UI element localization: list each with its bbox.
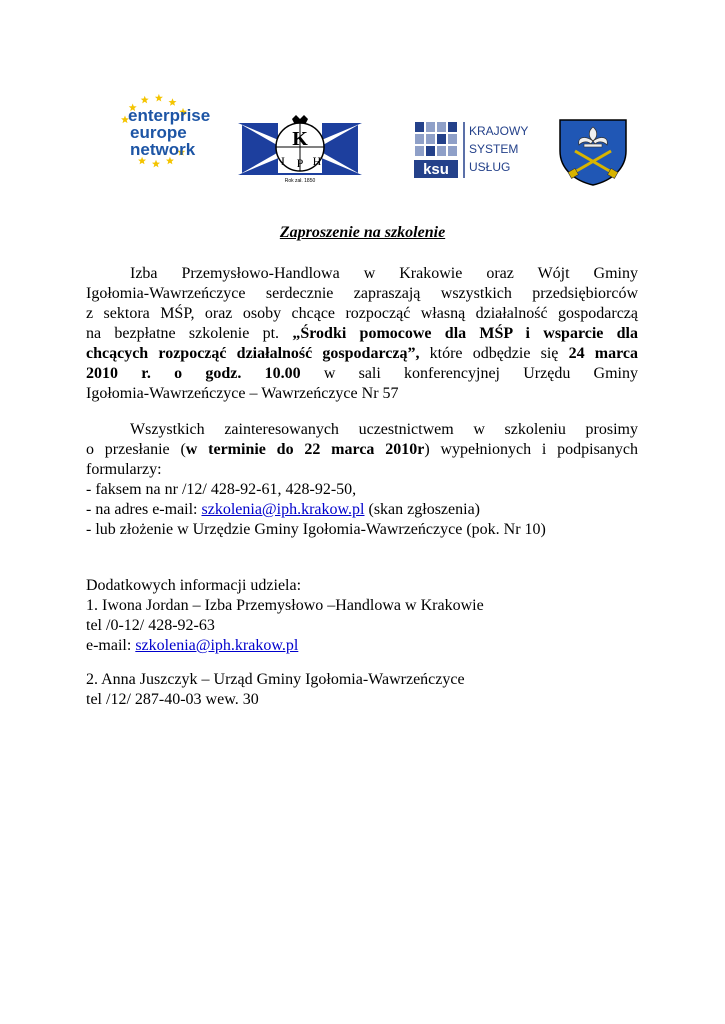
contact-2-name: 2. Anna Juszczyk – Urząd Gminy Igołomia-Wawrzeńczyce	[86, 671, 465, 688]
ksu-square	[415, 146, 424, 156]
text-run: e-mail:	[86, 637, 136, 654]
text-line: Wszystkich zainteresowanych uczestnictwem w szkoleniu prosimy	[130, 421, 638, 438]
text-run: które odbędzie się	[429, 345, 559, 362]
ksu-text-1: KRAJOWY	[469, 124, 529, 138]
ksu-square	[426, 134, 435, 144]
star-icon	[155, 94, 163, 102]
contact-1-name: 1. Iwona Jordan – Izba Przemysłowo –Handlowa w Krakowie	[86, 597, 484, 614]
text-line: Igołomia-Wawrzeńczyce serdecznie zapraszają wszystkich przedsiębiorców	[86, 285, 638, 302]
iph-caption: Rok zał. 1850	[284, 178, 316, 183]
text-run: na bezpłatne szkolenie pt.	[86, 325, 280, 342]
ksu-square	[437, 146, 446, 156]
email-link[interactable]: szkolenia@iph.krakow.pl	[201, 501, 365, 518]
ksu-square	[437, 134, 446, 144]
contact-info	[86, 576, 638, 656]
email-link[interactable]: szkolenia@iph.krakow.pl	[135, 637, 299, 654]
text-run: w sali konferencyjnej Urzędu Gminy	[323, 365, 639, 382]
enterprise-europe-network-logo	[108, 93, 216, 175]
ksu-square	[415, 122, 424, 132]
registration-paragraph	[86, 420, 638, 540]
deadline: w terminie do 22 marca 2010r	[185, 441, 425, 458]
fax-line: - faksem na nr /12/ 428-92-61, 428-92-50,	[86, 481, 357, 498]
invitation-paragraph	[86, 264, 638, 404]
iph-logo	[238, 115, 362, 183]
text-line	[86, 324, 638, 344]
een-text-2: europe	[130, 123, 187, 142]
text-line: Igołomia-Wawrzeńczyce – Wawrzeńczyce Nr 57	[86, 385, 399, 402]
training-date: 24 marca	[568, 345, 639, 362]
text-run: - na adres e-mail:	[86, 501, 202, 518]
training-title-part-2: chcących rozpocząć działalność gospodarczą”,	[86, 345, 420, 362]
ksu-square	[448, 122, 457, 132]
ksu-logo	[414, 120, 536, 180]
document-title: Zaproszenie na szkolenie	[279, 224, 446, 241]
iph-letter-p: P	[296, 156, 304, 170]
text-line	[86, 344, 638, 364]
contact-1-email	[86, 636, 638, 656]
email-line	[86, 500, 638, 520]
coat-of-arms-icon	[557, 117, 629, 187]
een-text-1: enterprise	[128, 106, 211, 125]
ksu-square	[448, 146, 457, 156]
text-line: formularzy:	[86, 461, 162, 478]
star-icon	[169, 98, 177, 106]
text-run: ) wypełnionych i podpisanych	[424, 441, 638, 458]
ksu-text-3: USŁUG	[469, 160, 511, 174]
ksu-square	[426, 146, 435, 156]
contact-info-2	[86, 670, 638, 710]
iph-letter-i: I	[281, 154, 285, 168]
ksu-abbr: ksu	[423, 161, 449, 178]
iph-letter-h: H	[312, 154, 322, 168]
star-icon	[141, 96, 149, 104]
star-icon	[152, 160, 160, 168]
text-line	[86, 364, 638, 384]
ksu-text-2: SYSTEM	[469, 142, 519, 156]
text-line: z sektora MŚP, oraz osoby chcące rozpocząć własną działalność gospodarczą	[86, 305, 638, 322]
training-title-part-1: „Środki pomocowe dla MŚP i wsparcie dla	[292, 325, 639, 342]
text-run: (skan zgłoszenia)	[364, 501, 481, 518]
ksu-square	[448, 134, 457, 144]
een-text-3: network	[130, 140, 196, 159]
ksu-square	[415, 134, 424, 144]
text-line	[86, 440, 638, 460]
contact-1-phone: tel /0-12/ 428-92-63	[86, 617, 215, 634]
text-run: o przesłanie (	[86, 441, 186, 458]
text-line: Izba Przemysłowo-Handlowa w Krakowie oraz Wójt Gminy	[130, 265, 638, 282]
ksu-square	[437, 122, 446, 132]
iph-letter-k: K	[292, 128, 308, 150]
training-time: 2010 r. o godz. 10.00	[86, 365, 301, 382]
contact-heading: Dodatkowych informacji udziela:	[86, 577, 302, 594]
office-line: - lub złożenie w Urzędzie Gminy Igołomia-Wawrzeńczyce (pok. Nr 10)	[86, 521, 546, 538]
ksu-square	[426, 122, 435, 132]
contact-2-phone: tel /12/ 287-40-03 wew. 30	[86, 691, 259, 708]
